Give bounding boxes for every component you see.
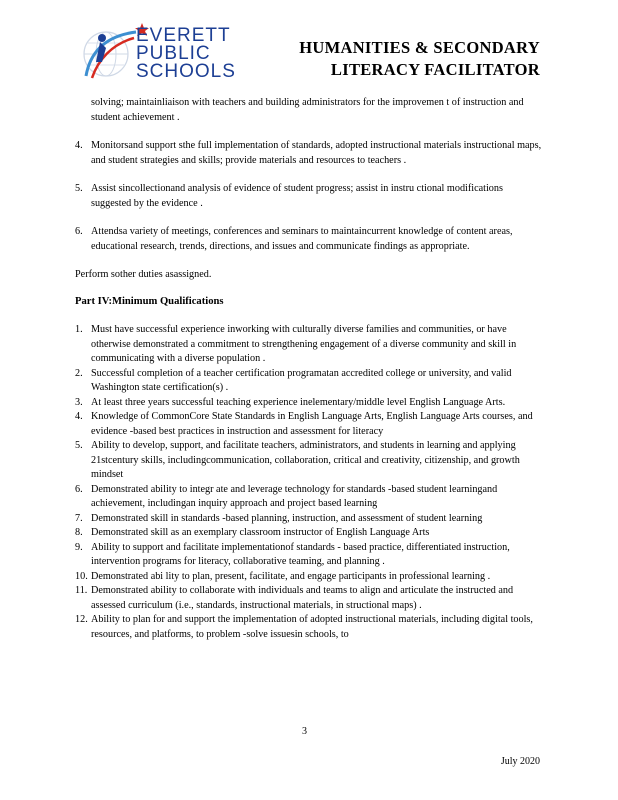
item-text: Monitorsand support sthe full implementation of standards, adopted instructional materials instructional maps, and student strategies and skills; provide materials and resources to teachers . xyxy=(91,140,542,166)
page-number: 3 xyxy=(302,726,307,737)
list-item xyxy=(75,570,545,585)
item-text: Assist sincollectionand analysis of evidence of student progress; assist in instru ctional modifications suggested by the evidence . xyxy=(91,183,503,209)
qualifications-list xyxy=(75,323,545,642)
item-number: 8. xyxy=(75,527,83,538)
item-number: 12. xyxy=(75,614,88,625)
item-text: Demonstrated skill in standards -based planning, instruction, and assessment of student learning xyxy=(91,512,483,524)
list-item xyxy=(75,483,545,512)
continuation-text: solving; maintainliaison with teachers and building administrators for the improvemen t of instruction and student achievement . xyxy=(91,97,524,123)
item-number: 10. xyxy=(75,570,88,582)
list-item xyxy=(75,613,545,642)
item-text: Knowledge of CommonCore State Standards in English Language Arts, English Language Arts courses, and evidence -based best practices in instruction and assessment for literacy xyxy=(91,411,533,437)
list-item xyxy=(75,367,545,396)
item-text: Ability to support and facilitate implementationof standards - based practice, differentiated instruction, intervention programs for literacy, collaborative teaming, and planning . xyxy=(91,541,510,567)
item-text: Ability to plan for and support the implementation of adopted instructional materials, including digital tools, resources, and platforms, to problem -solve issuesin schools, to xyxy=(91,614,533,640)
responsibilities-list xyxy=(75,139,545,254)
item-number: 6. xyxy=(75,483,83,495)
item-number: 1. xyxy=(75,324,83,335)
item-number: 2. xyxy=(75,367,83,379)
item-text: Demonstrated ability to integr ate and leverage technology for standards -based student learningand achievement, includingan inquiry approach and project based learning xyxy=(91,483,498,509)
item-text: At least three years successful teaching experience inelementary/middle level English Language Arts. xyxy=(91,396,506,408)
item-text: Demonstrated ability to collaborate with individuals and teams to align and articulate the instructed and assessed curriculum (i.e., standards, instructional materials, in structional maps) . xyxy=(91,585,514,611)
item-number: 6. xyxy=(75,226,83,237)
logo-line-1: EVERETT xyxy=(136,25,231,46)
item-number: 3. xyxy=(75,396,83,408)
item-number: 4. xyxy=(75,411,83,422)
logo-line-2: PUBLIC xyxy=(136,43,211,64)
page-title xyxy=(299,37,540,81)
title-line-2: LITERACY FACILITATOR xyxy=(330,60,540,79)
list-item xyxy=(75,541,545,570)
list-item xyxy=(75,225,545,254)
list-item xyxy=(75,526,545,541)
document-body xyxy=(75,96,545,642)
item-text: Attendsa variety of meetings, conferences and seminars to maintaincurrent knowledge of content areas, educational research, trends, directions, and issues and communicate findings as appropriate. xyxy=(91,226,513,252)
item-number: 7. xyxy=(75,512,83,524)
item-number: 4. xyxy=(75,140,83,151)
item-text: Ability to develop, support, and facilitate teachers, administrators, and students in learning and applying 21stcentury skills, includingcommunication, collaboration, critical and creativity, citizenship, and growth mindset xyxy=(91,440,520,480)
footer-date: July 2020 xyxy=(500,756,540,767)
list-item xyxy=(75,182,545,211)
logo-wordmark xyxy=(136,27,236,81)
item-number: 9. xyxy=(75,541,83,553)
item-text: Must have successful experience inworking with culturally diverse families and communities, or have otherwise demonstrated a commitment to strengthening engagement of a diverse community and skill in communicating with a diverse population . xyxy=(91,324,517,364)
item-number: 5. xyxy=(75,183,83,194)
list-item xyxy=(75,410,545,439)
item-text: Successful completion of a teacher certification programatan accredited college or university, and valid Washington state certification(s) . xyxy=(91,367,512,393)
item-number: 5. xyxy=(75,440,83,451)
list-item xyxy=(75,512,545,527)
item-number: 11. xyxy=(75,585,88,596)
item-text: Demonstrated abi lity to plan, present, facilitate, and engage participants in professional learning . xyxy=(91,570,491,582)
item-text: Demonstrated skill as an exemplary classroom instructor of English Language Arts xyxy=(91,527,430,538)
list-item xyxy=(75,439,545,483)
title-line-1: HUMANITIES & SECONDARY xyxy=(299,38,540,57)
logo-line-3: SCHOOLS xyxy=(136,61,236,82)
list-item xyxy=(75,396,545,411)
list-item xyxy=(75,584,545,613)
section-heading: Part IV:Minimum Qualifications xyxy=(75,295,224,307)
list-item xyxy=(75,139,545,168)
list-item xyxy=(75,323,545,367)
other-duties: Perform sother duties asassigned. xyxy=(75,269,212,280)
